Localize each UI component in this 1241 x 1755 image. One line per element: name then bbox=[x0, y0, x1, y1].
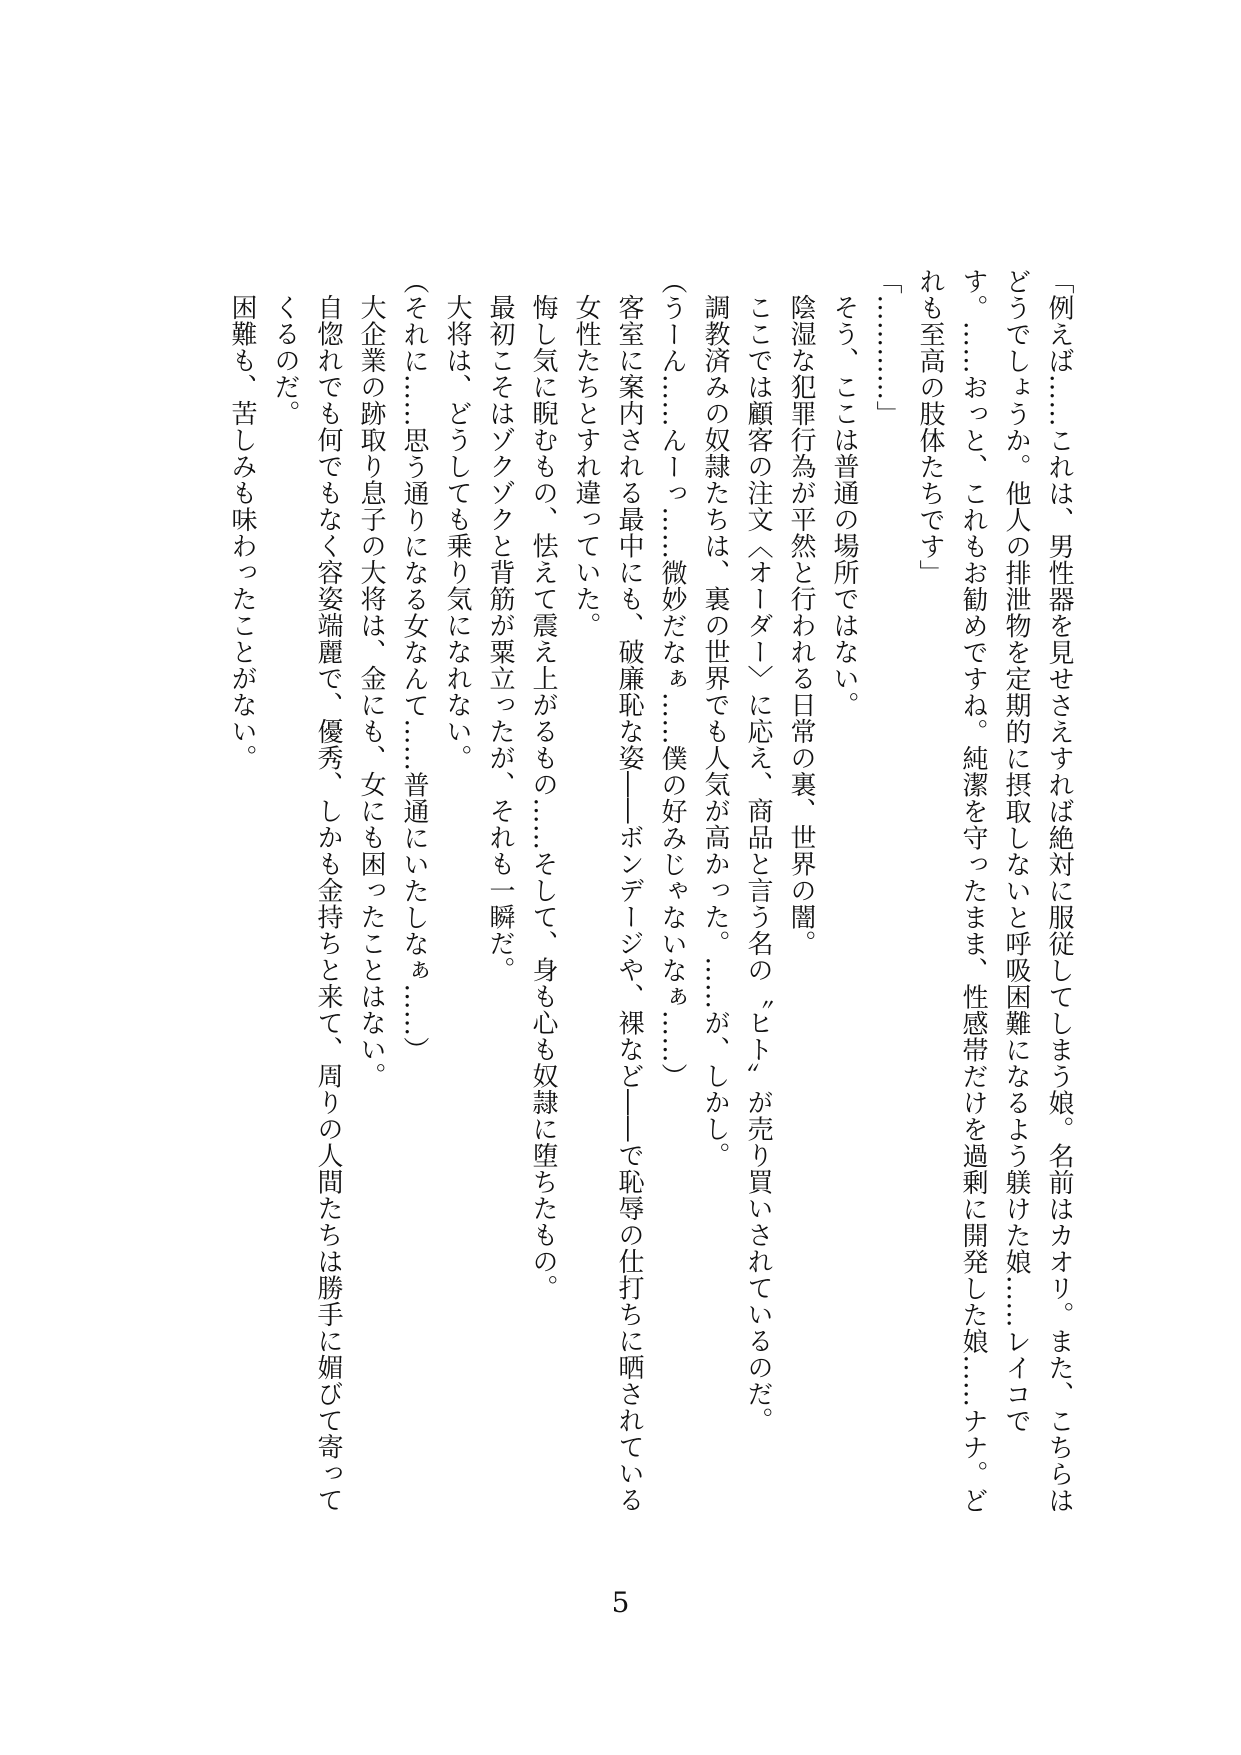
paragraph: そう、ここは普通の場所ではない。 bbox=[829, 294, 859, 718]
paragraph: 陰湿な犯罪行為が平然と行われる日常の裏、世界の闇。 bbox=[786, 294, 816, 957]
paragraph: 大企業の跡取り息子の大将は、金にも、女にも困ったことはない。 bbox=[356, 294, 386, 1089]
paragraph: 最初こそはゾクゾクと背筋が粟立ったが、それも一瞬だ。 bbox=[485, 294, 515, 983]
paragraph: 調教済みの奴隷たちは、裏の世界でも人気が高かった。……が、しかし。 bbox=[700, 294, 730, 1169]
paragraph: 大将は、どうしても乗り気になれない。 bbox=[442, 294, 472, 771]
body-text bbox=[200, 268, 1080, 1528]
page-number: 5 bbox=[611, 1586, 630, 1619]
paragraph: （うーん……んーっ……微妙だなぁ……僕の好みじゃないなぁ……） bbox=[657, 268, 687, 1090]
paragraph: 「…………」 bbox=[872, 268, 902, 427]
paragraph: ここでは顧客の注文〈オーダー〉に応え、商品と言う名の〝ヒト〟が売り買いされているのだ。 bbox=[743, 294, 773, 1434]
paragraph: 自惚れでも何でもなく容姿端麗で、優秀、しかも金持ちと来て、周りの人間たちは勝手に媚びて寄ってくるのだ。 bbox=[270, 294, 343, 1513]
paragraph: 客室に案内される最中にも、破廉恥な姿――ボンデージや、裸など――で恥辱の仕打ちに晒されている女性たちとすれ違っていた。 bbox=[571, 294, 644, 1513]
paragraph: 「例えば……これは、男性器を見せさえすれば絶対に服従してしまう娘。名前はカオリ。また、こちらはどうでしょうか。他人の排泄物を定期的に摂取しないと呼吸困難になるよう躾けた娘……レイコです。……おっと、これもお勧めですね。純潔を守ったまま、性感帯だけを過剰に開発した娘……ナナ。どれも至高の肢体たちです」 bbox=[915, 268, 1074, 1514]
paragraph: （それに……思う通りになる女なんて……普通にいたしなぁ……） bbox=[399, 268, 429, 1063]
paragraph: 悔し気に睨むもの、怯えて震え上がるもの……そして、身も心も奴隷に堕ちたもの。 bbox=[528, 294, 558, 1301]
paragraph: 困難も、苦しみも味わったことがない。 bbox=[227, 294, 257, 771]
